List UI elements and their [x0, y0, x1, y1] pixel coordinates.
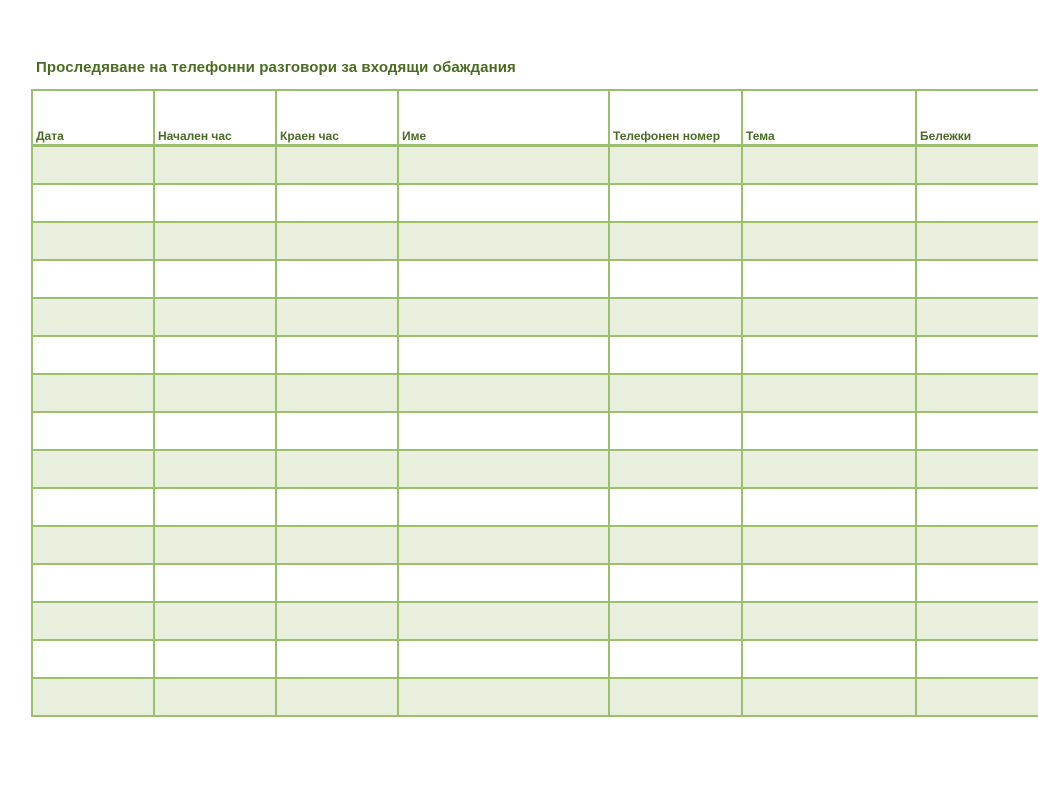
table-cell[interactable] — [398, 678, 609, 716]
table-cell[interactable] — [276, 564, 398, 602]
table-cell[interactable] — [609, 184, 742, 222]
table-cell[interactable] — [916, 222, 1038, 260]
table-cell[interactable] — [276, 260, 398, 298]
table-row — [32, 450, 1038, 488]
column-header-end-time: Краен час — [276, 90, 398, 146]
table-cell[interactable] — [154, 488, 276, 526]
table-cell[interactable] — [276, 298, 398, 336]
table-row — [32, 146, 1038, 185]
table-cell[interactable] — [609, 640, 742, 678]
table-cell[interactable] — [154, 640, 276, 678]
table-cell[interactable] — [32, 336, 154, 374]
table-cell[interactable] — [742, 374, 916, 412]
table-cell[interactable] — [742, 678, 916, 716]
table-cell[interactable] — [32, 374, 154, 412]
table-cell[interactable] — [609, 564, 742, 602]
table-cell[interactable] — [742, 146, 916, 185]
table-cell[interactable] — [398, 602, 609, 640]
table-cell[interactable] — [276, 374, 398, 412]
table-cell[interactable] — [916, 450, 1038, 488]
table-cell[interactable] — [276, 184, 398, 222]
table-cell[interactable] — [276, 450, 398, 488]
table-row — [32, 526, 1038, 564]
table-cell[interactable] — [742, 412, 916, 450]
column-header-subject: Тема — [742, 90, 916, 146]
table-cell[interactable] — [609, 336, 742, 374]
table-cell[interactable] — [154, 602, 276, 640]
table-cell[interactable] — [154, 564, 276, 602]
table-cell[interactable] — [742, 488, 916, 526]
table-cell[interactable] — [154, 526, 276, 564]
table-cell[interactable] — [398, 336, 609, 374]
column-header-date: Дата — [32, 90, 154, 146]
table-cell[interactable] — [398, 260, 609, 298]
table-cell[interactable] — [398, 146, 609, 185]
table-cell[interactable] — [398, 526, 609, 564]
table-cell[interactable] — [742, 602, 916, 640]
table-cell[interactable] — [742, 564, 916, 602]
table-cell[interactable] — [916, 336, 1038, 374]
table-cell[interactable] — [32, 640, 154, 678]
table-cell[interactable] — [916, 526, 1038, 564]
table-cell[interactable] — [916, 640, 1038, 678]
table-cell[interactable] — [398, 298, 609, 336]
table-row — [32, 222, 1038, 260]
call-log-table — [31, 89, 1038, 717]
table-cell[interactable] — [154, 260, 276, 298]
table-cell[interactable] — [154, 412, 276, 450]
table-cell[interactable] — [916, 184, 1038, 222]
table-cell[interactable] — [154, 222, 276, 260]
table-cell[interactable] — [32, 678, 154, 716]
table-cell[interactable] — [609, 526, 742, 564]
table-cell[interactable] — [609, 602, 742, 640]
table-cell[interactable] — [154, 450, 276, 488]
table-row — [32, 678, 1038, 716]
table-cell[interactable] — [916, 488, 1038, 526]
table-cell[interactable] — [32, 602, 154, 640]
table-cell[interactable] — [916, 298, 1038, 336]
table-cell[interactable] — [742, 184, 916, 222]
table-cell[interactable] — [32, 450, 154, 488]
table-cell[interactable] — [32, 146, 154, 185]
table-cell[interactable] — [742, 526, 916, 564]
table-cell[interactable] — [609, 222, 742, 260]
table-cell[interactable] — [32, 564, 154, 602]
table-cell[interactable] — [398, 184, 609, 222]
table-cell[interactable] — [276, 336, 398, 374]
table-row — [32, 564, 1038, 602]
table-cell[interactable] — [32, 260, 154, 298]
table-cell[interactable] — [32, 526, 154, 564]
table-cell[interactable] — [609, 260, 742, 298]
table-cell[interactable] — [398, 450, 609, 488]
table-cell[interactable] — [276, 602, 398, 640]
table-row — [32, 602, 1038, 640]
table-cell[interactable] — [916, 260, 1038, 298]
page-title: Проследяване на телефонни разговори за входящи обаждания — [36, 59, 516, 76]
table-cell[interactable] — [276, 412, 398, 450]
table-row — [32, 374, 1038, 412]
table-cell[interactable] — [154, 298, 276, 336]
table-cell[interactable] — [742, 222, 916, 260]
table-cell[interactable] — [276, 526, 398, 564]
table-cell[interactable] — [32, 222, 154, 260]
table-cell[interactable] — [916, 412, 1038, 450]
table-cell[interactable] — [609, 298, 742, 336]
table-cell[interactable] — [32, 412, 154, 450]
table-cell[interactable] — [609, 146, 742, 185]
table-cell[interactable] — [154, 374, 276, 412]
table-cell[interactable] — [32, 298, 154, 336]
table-cell[interactable] — [276, 222, 398, 260]
table-cell[interactable] — [398, 488, 609, 526]
table-cell[interactable] — [916, 146, 1038, 185]
table-cell[interactable] — [742, 450, 916, 488]
table-cell[interactable] — [398, 564, 609, 602]
table-cell[interactable] — [609, 450, 742, 488]
table-cell[interactable] — [276, 146, 398, 185]
table-cell[interactable] — [742, 260, 916, 298]
table-row — [32, 336, 1038, 374]
table-cell[interactable] — [276, 678, 398, 716]
table-cell[interactable] — [742, 336, 916, 374]
table-row — [32, 640, 1038, 678]
table-cell[interactable] — [32, 184, 154, 222]
table-row — [32, 412, 1038, 450]
table-cell[interactable] — [154, 336, 276, 374]
header-row — [32, 90, 1038, 146]
table-cell[interactable] — [154, 678, 276, 716]
table-row — [32, 298, 1038, 336]
table-cell[interactable] — [276, 488, 398, 526]
table-cell[interactable] — [916, 678, 1038, 716]
table-cell[interactable] — [916, 602, 1038, 640]
table-cell[interactable] — [398, 640, 609, 678]
column-header-name: Име — [398, 90, 609, 146]
table-cell[interactable] — [609, 488, 742, 526]
table-cell[interactable] — [398, 374, 609, 412]
table-cell[interactable] — [154, 146, 276, 185]
table-cell[interactable] — [916, 374, 1038, 412]
table-cell[interactable] — [398, 222, 609, 260]
table-row — [32, 488, 1038, 526]
table-cell[interactable] — [398, 412, 609, 450]
table-cell[interactable] — [916, 564, 1038, 602]
table-cell[interactable] — [609, 374, 742, 412]
table-cell[interactable] — [609, 678, 742, 716]
table-cell[interactable] — [276, 640, 398, 678]
table-cell[interactable] — [742, 640, 916, 678]
table-cell[interactable] — [32, 488, 154, 526]
column-header-notes: Бележки — [916, 90, 1038, 146]
table-cell[interactable] — [154, 184, 276, 222]
table-row — [32, 260, 1038, 298]
table-cell[interactable] — [609, 412, 742, 450]
table-row — [32, 184, 1038, 222]
table-cell[interactable] — [742, 298, 916, 336]
column-header-start-time: Начален час — [154, 90, 276, 146]
column-header-phone-number: Телефонен номер — [609, 90, 742, 146]
